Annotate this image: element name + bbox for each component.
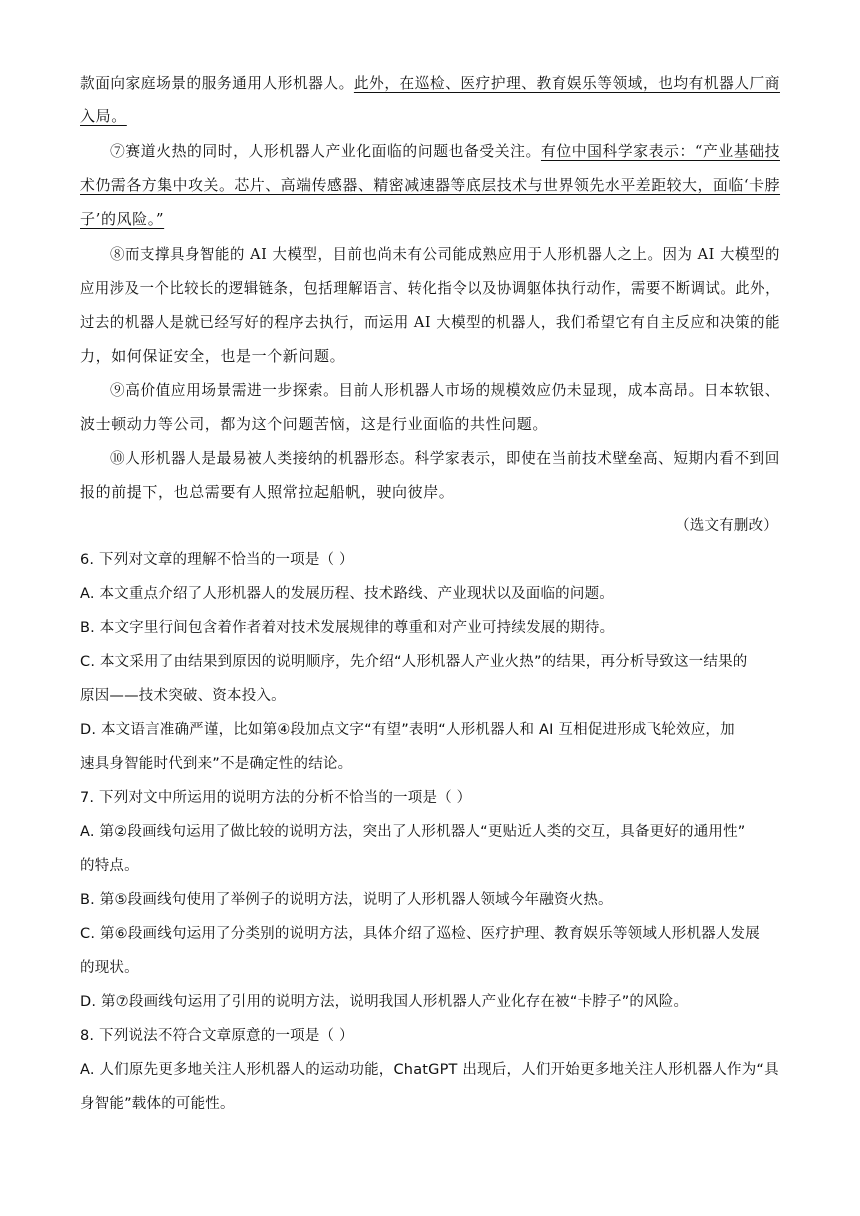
- question-option-continued: 速具身智能时代到来”不是确定性的结论。: [80, 756, 353, 772]
- passage-line: 应用涉及一个比较长的逻辑链条，包括理解语言、转化指令以及协调躯体执行动作，需要不断调试。此外，: [80, 279, 781, 297]
- passage-line: 力，如何保证安全，也是一个新问题。: [80, 347, 346, 365]
- underlined-sentence: 术仍需各方集中攻关。芯片、高端传感器、精密减速器等底层技术与世界领先水平差距较大，面临‘卡脖: [80, 176, 781, 194]
- underlined-sentence: 子’的风险。”: [80, 210, 165, 228]
- passage-line: [80, 209, 164, 229]
- passage-line: ⑧而支撑具身智能的 AI 大模型，目前也尚未有公司能成熟应用于人形机器人之上。因为 AI 大模型的: [110, 245, 781, 263]
- question-stem: 8. 下列说法不符合文章原意的一项是（ ）: [80, 1028, 354, 1044]
- passage-line: ⑨高价值应用场景需进一步探索。目前人形机器人市场的规模效应仍未显现，成本高昂。日本软银、: [110, 381, 781, 399]
- passage-text: 款面向家庭场景的服务通用人形机器人。: [80, 74, 354, 92]
- passage-line: [80, 175, 780, 195]
- passage-line: 过去的机器人是就已经写好的程序去执行，而运用 AI 大模型的机器人，我们希望它有自主反应和决策的能: [80, 313, 781, 331]
- passage-text: ⑦赛道火热的同时，人形机器人产业化面临的问题也备受关注。: [110, 142, 541, 160]
- passage-line: [80, 106, 127, 126]
- question-option: C. 本文采用了由结果到原因的说明顺序，先介绍“人形机器人产业火热”的结果，再分析导致这一结果的: [80, 654, 748, 670]
- underlined-sentence: 此外，在巡检、医疗护理、教育娱乐等领域，也均有机器人厂商: [353, 74, 780, 92]
- question-stem: 6. 下列对文章的理解不恰当的一项是（ ）: [80, 552, 354, 568]
- question-option: C. 第⑥段画线句运用了分类别的说明方法，具体介绍了巡检、医疗护理、教育娱乐等领域人形机器人发展: [80, 926, 760, 942]
- passage-line: 报的前提下，也总需要有人照常拉起船帆，驶向彼岸。: [80, 483, 455, 501]
- question-option-continued: 身智能”载体的可能性。: [80, 1096, 235, 1112]
- passage-line: [80, 73, 780, 93]
- question-option: B. 本文字里行间包含着作者着对技术发展规律的尊重和对产业可持续发展的期待。: [80, 620, 615, 636]
- question-stem: 7. 下列对文中所运用的说明方法的分析不恰当的一项是（ ）: [80, 790, 472, 806]
- question-option: D. 第⑦段画线句运用了引用的说明方法，说明我国人形机器人产业化存在被“卡脖子”的风险。: [80, 994, 689, 1010]
- question-option: A. 本文重点介绍了人形机器人的发展历程、技术路线、产业现状以及面临的问题。: [80, 586, 614, 602]
- question-option: D. 本文语言准确严谨，比如第④段加点文字“有望”表明“人形机器人和 AI 互相促进形成飞轮效应，加: [80, 722, 735, 738]
- passage-line: [110, 141, 780, 161]
- underlined-sentence: 有位中国科学家表示：“产业基础技: [540, 142, 780, 160]
- question-option: A. 人们原先更多地关注人形机器人的运动功能，ChatGPT 出现后，人们开始更多地关注人形机器人作为“具: [80, 1062, 779, 1078]
- question-option: B. 第⑤段画线句使用了举例子的说明方法，说明了人形机器人领域今年融资火热。: [80, 892, 613, 908]
- passage-line: ⑩人形机器人是最易被人类接纳的机器形态。科学家表示，即使在当前技术壁垒高、短期内看不到回: [110, 449, 781, 467]
- underlined-sentence: 入局。: [80, 107, 127, 125]
- question-option-continued: 的特点。: [80, 858, 139, 874]
- passage-line: 波士顿动力等公司，都为这个问题苦恼，这是行业面临的共性问题。: [80, 415, 549, 433]
- source-note: （选文有删改）: [675, 518, 778, 534]
- question-option: A. 第②段画线句运用了做比较的说明方法，突出了人形机器人“更贴近人类的交互，具备更好的通用性”: [80, 824, 746, 840]
- question-option-continued: 原因——技术突破、资本投入。: [80, 688, 286, 704]
- question-option-continued: 的现状。: [80, 960, 139, 976]
